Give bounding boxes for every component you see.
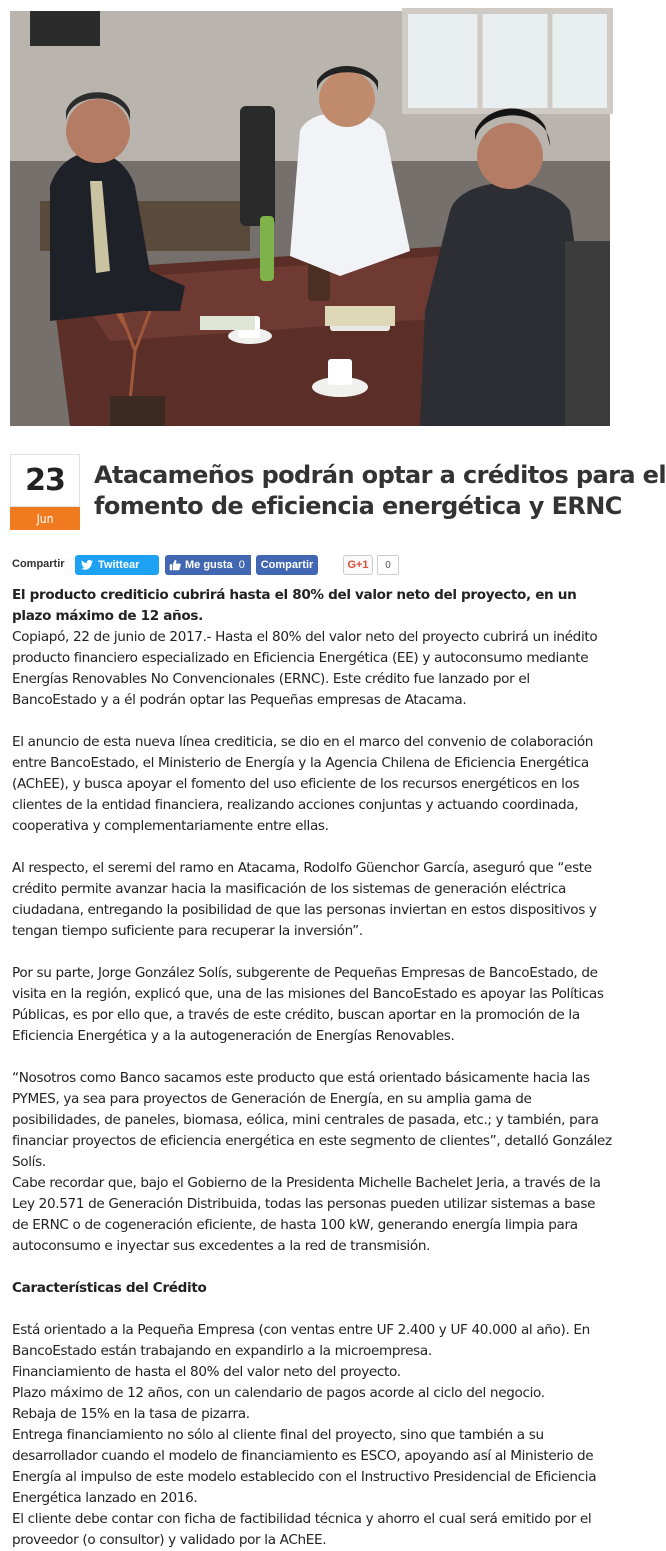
share-label: Compartir — [12, 558, 65, 570]
twitter-share-label: Twittear — [98, 559, 140, 571]
twitter-share-button[interactable] — [75, 555, 159, 575]
facebook-like-count: 0 — [238, 559, 245, 571]
google-plus-buttons — [343, 555, 399, 575]
date-badge — [10, 454, 80, 530]
article-paragraph-3: Al respecto, el seremi del ramo en Atacama, Rodolfo Güenchor García, aseguró que “este crédito permite avanzar hacia la masificación de los sistemas de generación eléctrica ciudadana, entregando la posibilidad de que las personas inviertan en estos dispositivos y tengan tiempo suficiente para recuperar la inversión”. — [12, 860, 597, 939]
article-body — [12, 585, 612, 1551]
credit-features-list — [12, 1320, 612, 1551]
meeting-photo-illustration — [10, 11, 610, 426]
article-paragraph-6: Cabe recordar que, bajo el Gobierno de la Presidenta Michelle Bachelet Jeria, a través de la Ley 20.571 de Generación Distribuida, todas las personas pueden utilizar sistemas a base de ERNC o de cogeneración eficiente, de hasta 100 kW, generando energía limpia para autoconsumo e inyectar sus excedentes a la red de transmisión. — [12, 1175, 601, 1254]
date-month: Jun — [10, 507, 80, 530]
list-item: El cliente debe contar con ficha de factibilidad técnica y ahorro el cual será emitido por el proveedor (o consultor) y validado por la AChEE. — [12, 1511, 592, 1548]
list-item: Está orientado a la Pequeña Empresa (con ventas entre UF 2.400 y UF 40.000 al año). En BancoEstado están trabajando en expandirlo a la microempresa. — [12, 1322, 590, 1359]
google-plus-one-button[interactable]: G+1 — [343, 555, 373, 575]
article-paragraph-5: “Nosotros como Banco sacamos este producto que está orientado básicamente hacia las PYMES, ya sea para proyectos de Generación de Energía, en su amplia gama de posibilidades, de paneles, biomasa, eólica, mini centrales de pasada, etc.; y también, para financiar proyectos de eficiencia energética en este segmento de clientes”, detalló González Solís. — [12, 1070, 612, 1170]
thumbs-up-icon — [169, 559, 181, 571]
facebook-buttons — [165, 555, 314, 575]
article-paragraph-1: Copiapó, 22 de junio de 2017.- Hasta el 80% del valor neto del proyecto cubrirá un inédito producto financiero especializado en Eficiencia Energética (EE) y autoconsumo mediante Energías Renovables No Convencionales (ERNC). Este crédito fue lanzado por el BancoEstado y a él podrán optar las Pequeñas empresas de Atacama. — [12, 629, 598, 708]
facebook-like-button[interactable] — [165, 555, 251, 575]
facebook-share-button[interactable]: Compartir — [256, 555, 318, 575]
headline-line-1: Atacameños podrán optar a créditos para el — [94, 461, 666, 489]
article-paragraph-2: El anuncio de esta nueva línea crediticia, se dio en el marco del convenio de colaboración entre BancoEstado, el Ministerio de Energía y la Agencia Chilena de Eficiencia Energética (AChEE), y busca apoyar el fomento del uso eficiente de los recursos energéticos en los clientes de la entidad financiera, realizando acciones conjuntas y actuando coordinada, cooperativa y complementariamente entre ellas. — [12, 734, 594, 834]
list-item: Rebaja de 15% en la tasa de pizarra. — [12, 1406, 250, 1422]
facebook-like-label: Me gusta — [185, 559, 233, 571]
article-paragraph-4: Por su parte, Jorge González Solís, subgerente de Pequeñas Empresas de BancoEstado, de visita en la región, explicó que, una de las misiones del BancoEstado es apoyar las Políticas Públicas, es por ello que, a través de este crédito, buscan aportar en la promoción de la Eficiencia Energética y a la autogeneración de Energías Renovables. — [12, 965, 604, 1044]
date-day: 23 — [10, 454, 80, 507]
article-subheading: Características del Crédito — [12, 1280, 207, 1296]
list-item: Financiamiento de hasta el 80% del valor neto del proyecto. — [12, 1364, 401, 1380]
twitter-bird-icon — [81, 560, 93, 570]
article-lead: El producto crediticio cubrirá hasta el 80% del valor neto del proyecto, en un plazo máximo de 12 años. — [12, 587, 577, 624]
headline-line-2: fomento de eficiencia energética y ERNC — [94, 492, 622, 520]
list-item: Plazo máximo de 12 años, con un calendario de pagos acorde al ciclo del negocio. — [12, 1385, 545, 1401]
google-plus-count: 0 — [377, 555, 399, 575]
list-item: Entrega financiamiento no sólo al cliente final del proyecto, sino que también a su desarrollador cuando el modelo de financiamiento es ESCO, apoyando así al Ministerio de Energía al impulso de este modelo establecido con el Instructivo Presidencial de Eficiencia Energética lanzado en 2016. — [12, 1427, 597, 1506]
article-photo — [10, 11, 610, 426]
share-bar — [12, 555, 412, 575]
article-headline — [94, 460, 666, 522]
